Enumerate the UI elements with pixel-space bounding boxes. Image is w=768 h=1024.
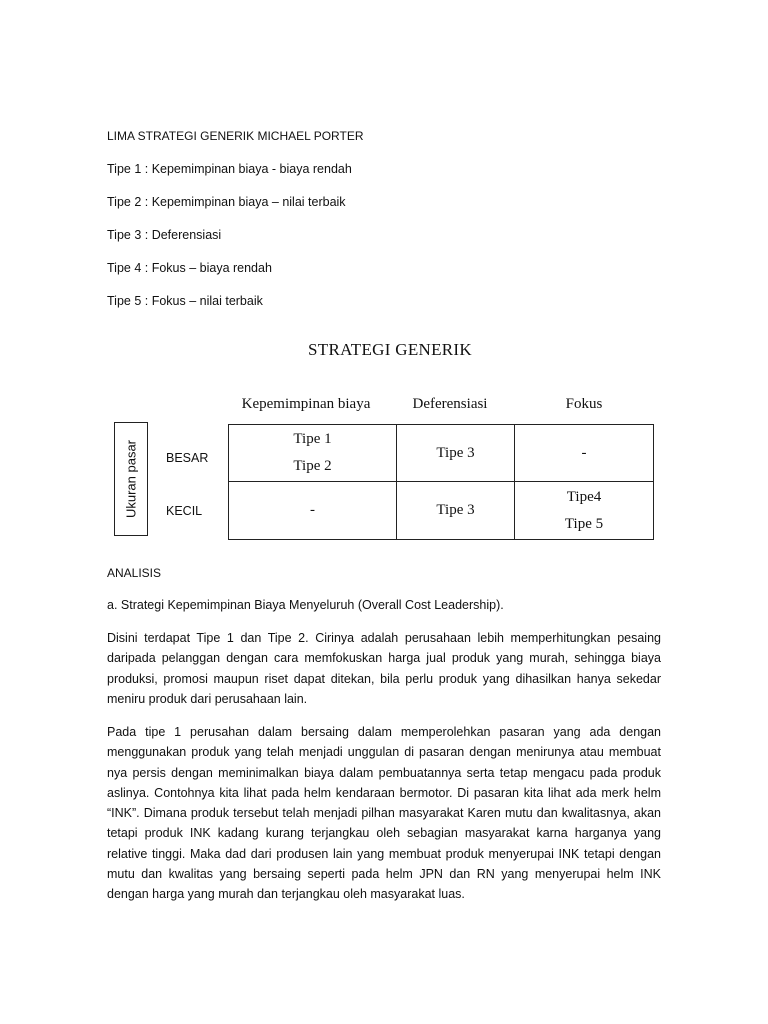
- type-line-3: Tipe 3 : Deferensiasi: [107, 228, 222, 242]
- matrix-cell: [515, 425, 653, 482]
- type-line-4: Tipe 4 : Fokus – biaya rendah: [107, 261, 272, 275]
- type-line-2: Tipe 2 : Kepemimpinan biaya – nilai terbaik: [107, 195, 346, 209]
- cell-text: -: [581, 444, 587, 461]
- cell-text: Tipe 5: [564, 515, 604, 532]
- cell-text: Tipe 2: [293, 458, 332, 474]
- figure-title: STRATEGI GENERIK: [308, 340, 472, 359]
- analysis-paragraph-2: Pada tipe 1 perusahan dalam bersaing dalam memperolehkan pasaran yang ada dengan menggunakan produk yang telah menjadi unggulan di pasaran dengan menirunya atau membuat nya persis dengan meminimalkan biaya dalam pembuatannya serta tetap mengacu pada produk aslinya. Contohnya kita lihat pada helm kendaraan bermotor. Di pasaran kita lihat ada merk helm “INK”. Dimana produk tersebut telah menjadi pilhan masyarakat Karen mutu dan kwalitasnya, akan tetapi produk INK kadang kurang terjangkau oleh sebagian masyarakat karna harganya yang relative tinggi. Maka dad dari produsen lain yang membuat produk menyerupai INK tetapi dengan mutu dan kwalitas yang bersaing seperti pada helm JPN dan RN yang menyerupai helm INK dengan harga yang murah dan terjangkau oleh masyarakat luas.: [107, 725, 661, 902]
- row-label-small: KECIL: [166, 504, 203, 518]
- matrix-cell: [229, 482, 397, 539]
- analysis-heading: ANALISIS: [107, 566, 162, 580]
- matrix-cell: [229, 425, 397, 482]
- strategy-matrix-figure: [110, 328, 670, 550]
- market-size-axis-label: Ukuran pasar: [123, 439, 139, 519]
- document-title: LIMA STRATEGI GENERIK MICHAEL PORTER: [107, 129, 364, 143]
- cell-text: Tipe4: [566, 488, 602, 505]
- row-label-large: BESAR: [166, 451, 209, 465]
- cell-text: Tipe 1: [293, 431, 332, 447]
- type-line-5: Tipe 5 : Fokus – nilai terbaik: [107, 294, 263, 308]
- analysis-paragraph-1: Disini terdapat Tipe 1 dan Tipe 2. Cirinya adalah perusahaan lebih memperhitungkan pesaing daripada pelanggan dengan cara memfokuskan harga jual produk yang murah, sehingga biaya produksi, promosi maupun riset dapat ditekan, bila perlu produk yang dihasilkan hanya sekedar meniru produk dari perusahaan lain.: [107, 631, 661, 706]
- column-header-differentiation: Deferensiasi: [412, 396, 488, 412]
- matrix-cell: [397, 425, 515, 482]
- cell-text: Tipe 3: [436, 502, 475, 518]
- column-header-cost-leadership: Kepemimpinan biaya: [241, 396, 371, 412]
- strategy-matrix-grid: [228, 424, 654, 540]
- market-size-axis-box: [114, 422, 148, 536]
- matrix-cell: [515, 482, 653, 539]
- cell-text: Tipe 3: [436, 444, 475, 461]
- type-line-1: Tipe 1 : Kepemimpinan biaya - biaya rendah: [107, 162, 352, 176]
- cell-text: -: [310, 502, 315, 518]
- analysis-subheading: a. Strategi Kepemimpinan Biaya Menyeluruh (Overall Cost Leadership).: [107, 598, 504, 612]
- column-header-focus: Fokus: [565, 396, 603, 412]
- matrix-cell: [397, 482, 515, 539]
